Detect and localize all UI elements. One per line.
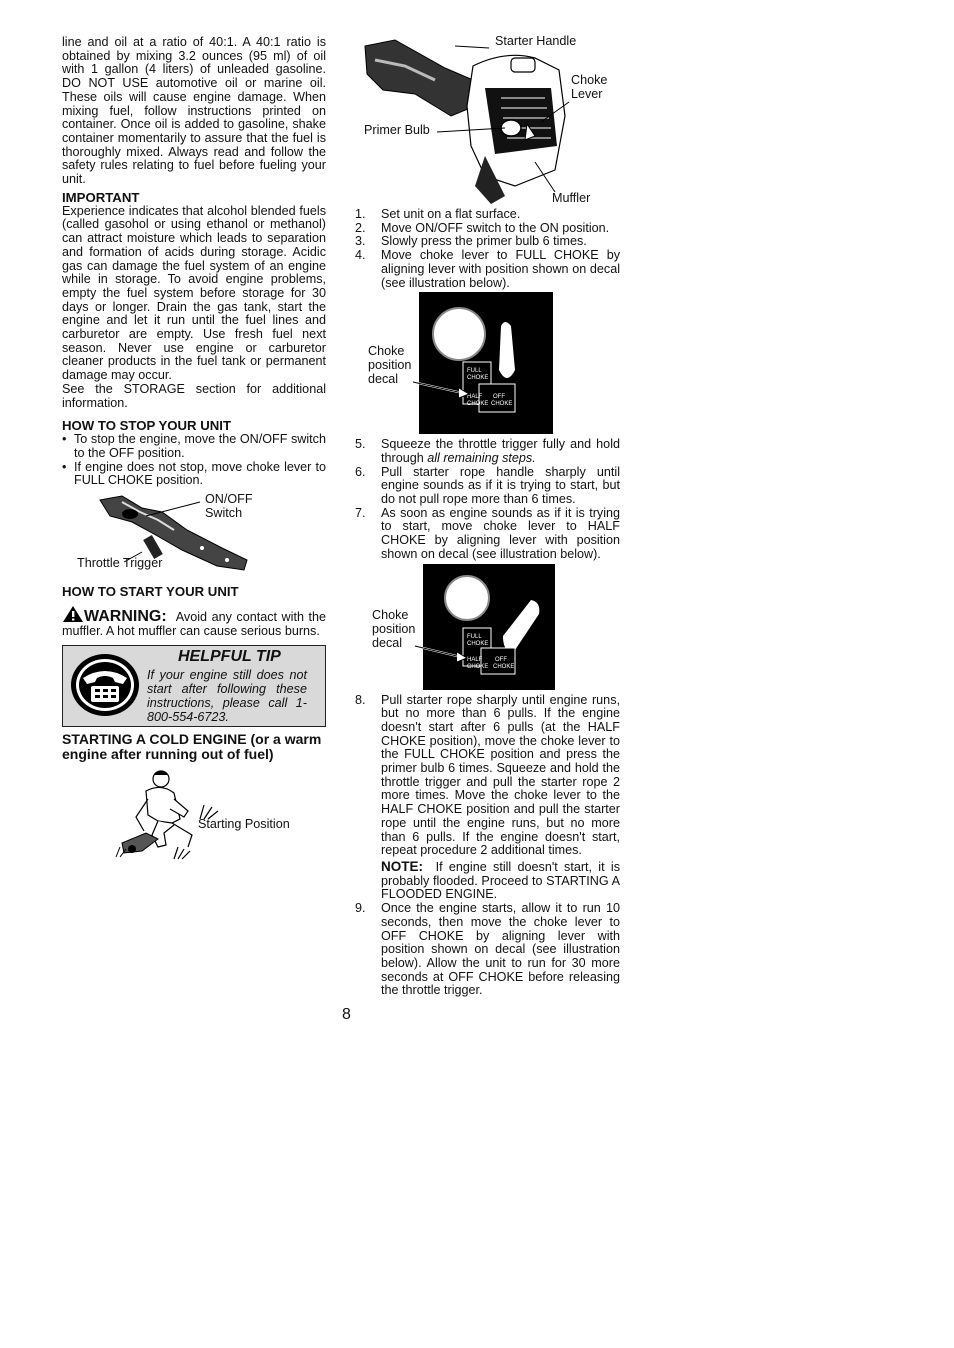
- warning-text: Avoid any contact with the muffler. A hot muffler can cause serious burns.: [62, 610, 326, 638]
- onoff-switch-label: [205, 492, 253, 520]
- start-unit-heading: HOW TO START YOUR UNIT: [62, 584, 239, 600]
- cold-engine-heading: STARTING A COLD ENGINE (or a warm engine after running out of fuel): [62, 730, 322, 762]
- engine-illustration: [355, 36, 620, 208]
- step-text: Squeeze the throttle trigger fully and hold through: [381, 437, 620, 465]
- step-text: Pull starter rope handle sharply until engine sounds as if it is trying to start, but do not pull rope more than 6 times.: [381, 464, 620, 507]
- onoff-label-line2: Switch: [205, 506, 243, 521]
- starter-handle-label: Starter Handle: [495, 34, 577, 48]
- step-text: Pull starter rope sharply until engine runs, but no more than 6 pulls. If the engine doesn't start after 6 pulls (at the HALF CHOKE position), move the choke lever to the FULL CHOKE position and press the primer bulb 6 times. Squeeze and hold the throttle trigger and pull the starter rope 2 more times. Move the choke lever to the HALF CHOKE position and pull the starter rope until the engine runs, but no more than 6 pulls. If the engine doesn't start, repeat procedure 2 additional times.: [381, 692, 620, 858]
- step-text: Set unit on a flat surface.: [381, 207, 521, 221]
- decal-choke-text-2: CHOKE: [467, 401, 489, 408]
- stop-unit-heading: HOW TO STOP YOUR UNIT: [62, 418, 232, 434]
- engine-figure: [355, 36, 620, 208]
- decal-label-line2: position: [372, 621, 416, 636]
- half-choke-decal-figure: [355, 562, 620, 692]
- stop-unit-list: [62, 433, 326, 488]
- decal-label-line3: decal: [372, 635, 403, 650]
- warning-label: WARNING:: [84, 608, 167, 626]
- starting-position-figure: [62, 769, 326, 869]
- step-number: 3.: [355, 234, 366, 249]
- choke-lever-line2: Lever: [571, 87, 603, 101]
- step-number: 4.: [355, 248, 366, 263]
- step-number: 9.: [355, 901, 366, 916]
- note-text: If engine still doesn't start, it is probably flooded. Proceed to STARTING A FLOODED ENGINE.: [381, 859, 621, 902]
- helpful-tip-title: HELPFUL TIP: [178, 647, 281, 665]
- choke-lever-label: [571, 73, 607, 101]
- warning-triangle-icon: [62, 605, 84, 623]
- decal-label-line1: Choke: [372, 607, 409, 622]
- helpful-tip-text: If your engine still does not start after following these instructions, please call 1-800-554-6723.: [147, 667, 307, 724]
- starting-position-label: Starting Position: [198, 816, 290, 831]
- decal-half-text: HALF: [467, 656, 483, 663]
- onoff-label-line1: ON/OFF: [205, 492, 253, 507]
- list-item: [355, 438, 620, 465]
- decal-label-line3: decal: [368, 372, 399, 387]
- step-number: 1.: [355, 207, 366, 221]
- list-item: [355, 235, 620, 249]
- switch-figure: [62, 490, 326, 582]
- important-paragraph: Experience indicates that alcohol blended fuels (called gasohol or using ethanol or methanol) can attract moisture which leads to separation and formation of acids during storage. Acidic gas can damage the fuel system of an engine while in storage. To avoid engine problems, empty the fuel system before storage for 30 days or longer. Drain the gas tank, start the engine and let it run until the fuel lines and carburetor are empty. Use fresh fuel next season. Never use engine or carburetor cleaner products in the fuel tank or permanent damage may occur.: [62, 203, 326, 383]
- decal-choke-text-1: CHOKE: [467, 640, 489, 647]
- warning-block: [62, 605, 326, 638]
- half-choke-decal-label: [372, 608, 415, 650]
- important-heading: IMPORTANT: [62, 189, 140, 205]
- page-number: 8: [342, 1006, 351, 1023]
- list-item: [355, 507, 620, 562]
- decal-label-line2: position: [368, 358, 412, 373]
- list-item: [355, 208, 620, 222]
- list-item: [355, 222, 620, 236]
- step-number: 5.: [355, 437, 366, 452]
- decal-choke-text-3: CHOKE: [491, 401, 513, 408]
- steps-list-c: [355, 694, 620, 998]
- decal-full-text: FULL: [467, 368, 482, 375]
- decal-full-text: FULL: [467, 633, 482, 640]
- fuel-mix-paragraph: line and oil at a ratio of 40:1. A 40:1 ratio is obtained by mixing 3.2 ounces (95 ml) of oil with 1 gallon (4 liters) of unleaded gasoline. DO NOT USE automotive oil or marine oil. These oils will cause engine damage. When mixing fuel, follow instructions printed on container. Once oil is added to gasoline, shake container momentarily to assure that the fuel is thoroughly mixed. Always read and follow the safety rules relating to fuel before fueling your unit.: [62, 35, 326, 187]
- step-text: Move choke lever to FULL CHOKE by aligning lever with position shown on decal (see illustration below).: [381, 248, 620, 290]
- throttle-trigger-label: Throttle Trigger: [77, 556, 163, 571]
- step-text: Slowly press the primer bulb 6 times.: [381, 234, 587, 249]
- choke-lever-line1: Choke: [571, 73, 608, 87]
- muffler-label: Muffler: [552, 191, 591, 205]
- list-item: [355, 249, 620, 290]
- telephone-icon: [69, 652, 141, 718]
- step-number: 7.: [355, 505, 366, 520]
- decal-off-text: OFF: [493, 394, 505, 401]
- note-label: NOTE:: [381, 858, 423, 874]
- helpful-tip-box: [62, 645, 326, 727]
- step-text: Move ON/OFF switch to the ON position.: [381, 220, 610, 235]
- decal-choke-text-1: CHOKE: [467, 375, 489, 382]
- decal-off-text: OFF: [495, 656, 507, 663]
- step-text: As soon as engine sounds as if it is trying to start, move choke lever to HALF CHOKE by aligning lever with position shown on decal (see illustration below).: [381, 505, 620, 561]
- list-item: [355, 902, 620, 998]
- note-block: [381, 860, 620, 902]
- step-text: Once the engine starts, allow it to run 10 seconds, then move the choke lever to OFF CHOKE by aligning lever with position shown on decal (see illustration below). Allow the unit to run for 30 more seconds at OFF CHOKE before releasing the throttle trigger.: [381, 901, 620, 998]
- step-number: 6.: [355, 464, 366, 479]
- primer-bulb-label: Primer Bulb: [364, 123, 430, 137]
- left-column: [62, 36, 326, 869]
- decal-half-text: HALF: [467, 394, 483, 401]
- step-text-italic: all remaining steps.: [427, 450, 536, 465]
- steps-list-a: [355, 208, 620, 290]
- list-item: • If engine does not stop, move choke lever to FULL CHOKE position.: [62, 461, 326, 488]
- steps-list-b: [355, 438, 620, 561]
- step-number: 8.: [355, 692, 366, 707]
- step-number: 2.: [355, 220, 366, 235]
- list-item: [355, 694, 620, 903]
- decal-choke-text-3: CHOKE: [493, 663, 515, 670]
- full-choke-decal-label: [368, 344, 411, 386]
- decal-label-line1: Choke: [368, 344, 405, 359]
- list-item: • To stop the engine, move the ON/OFF switch to the OFF position.: [62, 433, 326, 460]
- list-item: [355, 466, 620, 507]
- right-column: [355, 36, 620, 998]
- decal-choke-text-2: CHOKE: [467, 663, 489, 670]
- full-choke-decal-figure: [355, 290, 620, 438]
- storage-reference: See the STORAGE section for additional information.: [62, 381, 326, 410]
